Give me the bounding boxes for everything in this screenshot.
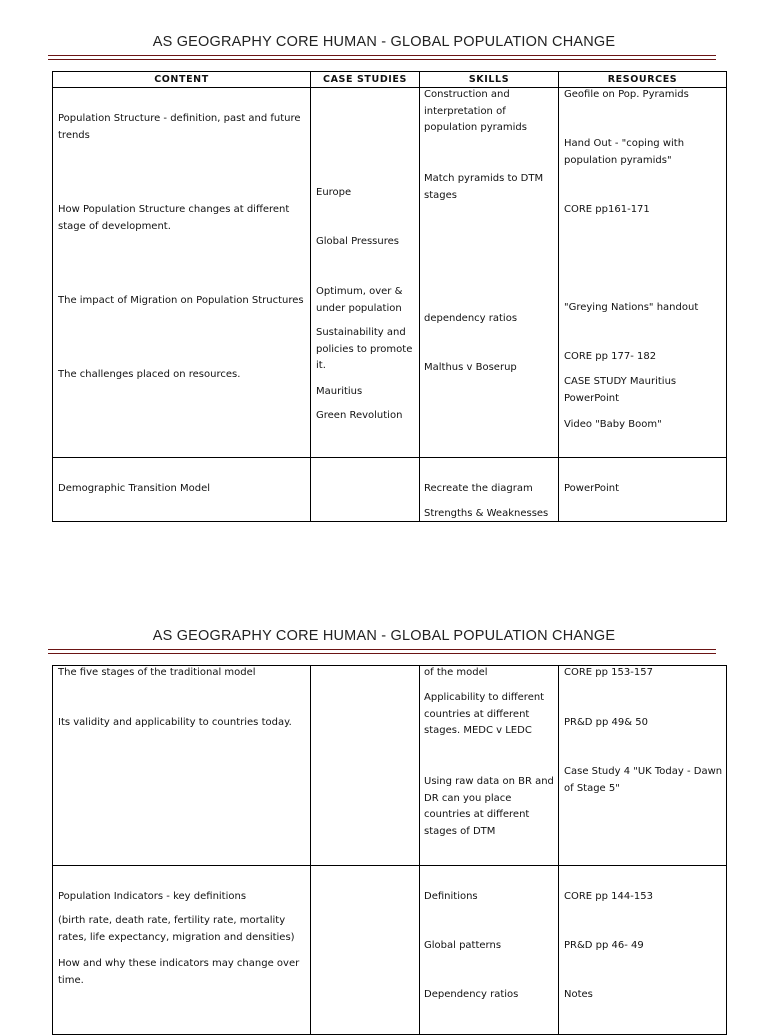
content-how-changes: How Population Structure changes at different stage of development. bbox=[58, 204, 290, 232]
content-validity: Its validity and applicability to countries today. bbox=[58, 717, 292, 728]
skill-construction: Construction and interpretation of population pyramids bbox=[424, 89, 527, 133]
content-dtm: Demographic Transition Model bbox=[58, 483, 211, 494]
row-divider bbox=[52, 865, 727, 866]
title-underline bbox=[48, 59, 716, 60]
case-green-revolution: Green Revolution bbox=[316, 410, 403, 421]
skill-dependency: dependency ratios bbox=[424, 313, 518, 324]
resource-case-study-uk: Case Study 4 "UK Today - Dawn of Stage 5" bbox=[564, 766, 723, 794]
skill-dependency-ratios: Dependency ratios bbox=[424, 989, 519, 1000]
case-sustainability: Sustainability and policies to promote it. bbox=[316, 327, 413, 371]
skill-recreate: Recreate the diagram bbox=[424, 483, 533, 494]
content-migration: The impact of Migration on Population Structures bbox=[58, 295, 304, 306]
resource-core-144: CORE pp 144-153 bbox=[564, 891, 653, 902]
skill-strengths: Strengths & Weaknesses bbox=[424, 508, 549, 519]
content-pop-structure: Population Structure - definition, past and future trends bbox=[58, 113, 301, 141]
column-divider bbox=[558, 71, 559, 522]
resource-core-177: CORE pp 177- 182 bbox=[564, 351, 657, 362]
resource-case-study: CASE STUDY Mauritius PowerPoint bbox=[564, 376, 677, 404]
resource-prd-49: PR&D pp 49& 50 bbox=[564, 717, 648, 728]
page-title: AS GEOGRAPHY CORE HUMAN - GLOBAL POPULATION CHANGE bbox=[152, 628, 616, 644]
case-europe: Europe bbox=[316, 187, 352, 198]
skill-global-patterns: Global patterns bbox=[424, 940, 502, 951]
resource-notes: Notes bbox=[564, 989, 593, 1000]
resource-greying: "Greying Nations" handout bbox=[564, 302, 699, 313]
skill-raw-data: Using raw data on BR and DR can you place countries at different stages of DTM bbox=[424, 776, 554, 837]
header-resources: RESOURCES bbox=[607, 74, 678, 85]
column-divider bbox=[310, 71, 311, 522]
resource-geofile: Geofile on Pop. Pyramids bbox=[564, 89, 689, 100]
column-divider bbox=[558, 665, 559, 1035]
resource-powerpoint: PowerPoint bbox=[564, 483, 620, 494]
header-content: CONTENT bbox=[154, 74, 209, 85]
content-challenges: The challenges placed on resources. bbox=[58, 369, 241, 380]
page-title: AS GEOGRAPHY CORE HUMAN - GLOBAL POPULATION CHANGE bbox=[152, 34, 616, 50]
content-indicators: Population Indicators - key definitions bbox=[58, 891, 247, 902]
skill-applicability: Applicability to different countries at different stages. MEDC v LEDC bbox=[424, 692, 545, 736]
header-skills: SKILLS bbox=[468, 74, 510, 85]
title-underline bbox=[48, 649, 716, 650]
skill-of-model: of the model bbox=[424, 667, 488, 678]
case-mauritius: Mauritius bbox=[316, 386, 363, 397]
resource-handout: Hand Out - "coping with population pyramids" bbox=[564, 138, 685, 166]
resource-prd-46: PR&D pp 46- 49 bbox=[564, 940, 644, 951]
resource-video: Video "Baby Boom" bbox=[564, 419, 662, 430]
title-underline bbox=[48, 653, 716, 654]
resource-core-153: CORE pp 153-157 bbox=[564, 667, 653, 678]
header-case-studies: CASE STUDIES bbox=[323, 74, 407, 85]
skill-definitions: Definitions bbox=[424, 891, 478, 902]
skill-match: Match pyramids to DTM stages bbox=[424, 173, 544, 201]
case-global-pressures: Global Pressures bbox=[316, 236, 399, 247]
resource-core-161: CORE pp161-171 bbox=[564, 204, 650, 215]
column-divider bbox=[310, 665, 311, 1035]
content-indicator-list: (birth rate, death rate, fertility rate, mortality rates, life expectancy, migration and densities) bbox=[58, 915, 295, 943]
column-divider bbox=[419, 71, 420, 522]
title-underline bbox=[48, 55, 716, 56]
row-divider bbox=[52, 457, 727, 458]
content-five-stages: The five stages of the traditional model bbox=[58, 667, 256, 678]
skill-malthus: Malthus v Boserup bbox=[424, 362, 517, 373]
case-optimum: Optimum, over & under population bbox=[316, 286, 403, 314]
column-divider bbox=[419, 665, 420, 1035]
content-how-why: How and why these indicators may change over time. bbox=[58, 958, 300, 986]
